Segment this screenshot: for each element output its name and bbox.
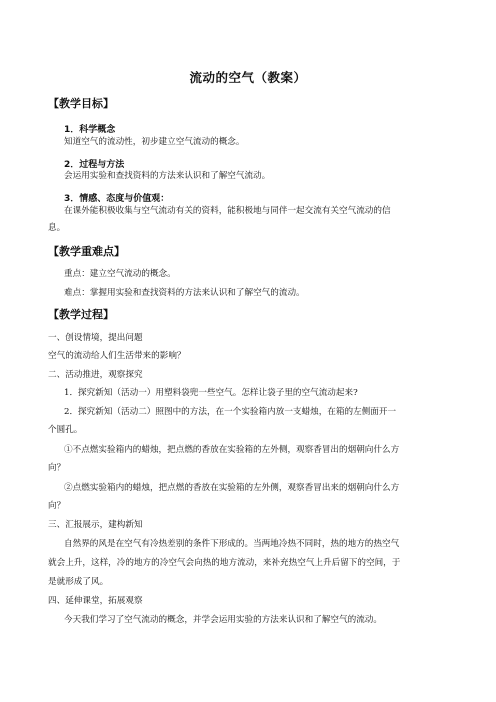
key-point: 重点：建立空气流动的概念。	[64, 269, 176, 279]
process-step-2-case-1-line-1: ①不点燃实验箱内的蜡烛，把点燃的香放在实验箱的左外侧，观察香冒出的烟朝向什么方	[64, 445, 400, 455]
process-step-3-line-2: 就会上升，这样，冷的地方的冷空气会向热的地方流动，来补充热空气上升后留下的空间，于	[48, 558, 401, 568]
section-heading-goals: 【教学目标】	[48, 97, 114, 110]
goal-3-text-line-2: 息。	[48, 223, 66, 233]
process-step-3-line-3: 是就形成了风。	[48, 577, 109, 587]
process-step-2-case-2-line-1: ②点燃实验箱内的蜡烛，把点燃的香放在实验箱的左外侧，观察香冒出来的烟朝向什么方	[64, 483, 400, 493]
process-step-3-title: 三、汇报展示，建构新知	[48, 520, 143, 530]
process-step-4-title: 四、延伸课堂，拓展观察	[48, 596, 143, 606]
difficulty-point: 难点：掌握用实验和查找资料的方法来认识和了解空气的流动。	[64, 288, 305, 298]
document-title: 流动的空气（教案）	[189, 70, 307, 85]
section-heading-keypoints: 【教学重难点】	[48, 245, 125, 258]
process-step-1-text: 空气的流动给人们生活带来的影响？	[48, 351, 186, 361]
process-step-1-title: 一、创设情境，提出问题	[48, 333, 143, 343]
process-step-2-case-2-line-2: 向？	[48, 501, 66, 511]
process-step-4-text: 今天我们学习了空气流动的概念，并学会运用实验的方法来认识和了解空气的流动。	[64, 615, 382, 625]
goal-2-text: 会运用实验和查找资料的方法来认识和了解空气流动。	[64, 171, 271, 181]
process-step-2-item-2-line-2: 个圆孔。	[48, 425, 83, 435]
goal-3-title: 3．情感、态度与价值观：	[64, 194, 170, 204]
section-heading-process: 【教学过程】	[48, 308, 114, 321]
goal-3-text-line-1: 在课外能积极收集与空气流动有关的资料，能积极地与同伴一起交流有关空气流动的信	[64, 206, 391, 216]
goal-1-title: 1．科学概念	[64, 125, 116, 135]
process-step-3-line-1: 自然界的风是在空气有冷热差别的条件下形成的。当两地冷热不同时，热的地方的热空气	[64, 539, 400, 549]
goal-2-title: 2．过程与方法	[64, 160, 125, 170]
process-step-2-title: 二、活动推进，观察探究	[48, 370, 143, 380]
process-step-2-item-1: 1．探究新知（活动一）用塑料袋兜一些空气。怎样让袋子里的空气流动起来?	[64, 388, 358, 398]
process-step-2-item-2-line-1: 2．探究新知（活动二）照图中的方法，在一个实验箱内放一支蜡烛，在箱的左侧面开一	[64, 407, 397, 417]
process-step-2-case-1-line-2: 向？	[48, 463, 66, 473]
goal-1-text: 知道空气的流动性，初步建立空气流动的概念。	[64, 137, 245, 147]
